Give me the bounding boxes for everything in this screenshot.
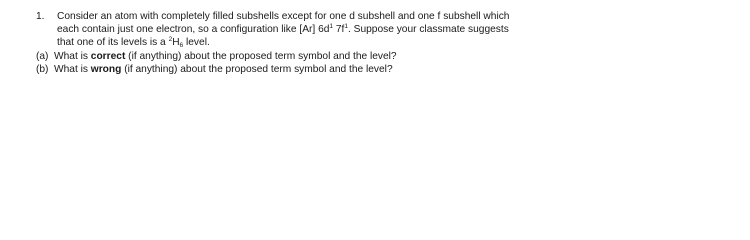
question-line-3 [57,36,742,49]
level-text-start: that one of its levels is a [57,37,169,48]
part-a-text-after: (if anything) about the proposed term symbol and the level? [125,51,397,62]
question-stem [36,10,742,49]
part-b-text-before: What is [54,64,91,75]
question-line-1: Consider an atom with completely filled subshells except for one d subshell and one f subshell which [57,11,510,22]
config-text-start: each contain just one electron, so a configuration like [Ar] 6d [57,24,330,35]
part-a-emphasis: correct [90,51,126,62]
term-j-value: 6 [179,42,184,49]
part-b-label: (b) [36,64,49,75]
config-text-end: . Suppose your classmate suggests [347,24,509,35]
d-electron-count: 1 [329,23,334,30]
term-letter: H [172,37,180,48]
sub-questions [36,50,742,76]
part-a-text-before: What is [54,51,91,62]
question-line-2 [57,23,742,36]
f-electron-count: 1 [344,23,348,30]
question-number: 1. [36,11,45,22]
part-b-emphasis: wrong [90,64,122,75]
part-b-text-after: (if anything) about the proposed term symbol and the level? [121,64,393,75]
level-text-end: level. [183,37,210,48]
part-a-label: (a) [36,51,49,62]
question-text [57,10,742,49]
part-a [36,50,742,63]
question-1 [36,10,742,76]
part-b [36,63,742,76]
term-multiplicity: 2 [168,36,173,43]
config-f-orbital: 7f [333,24,345,35]
